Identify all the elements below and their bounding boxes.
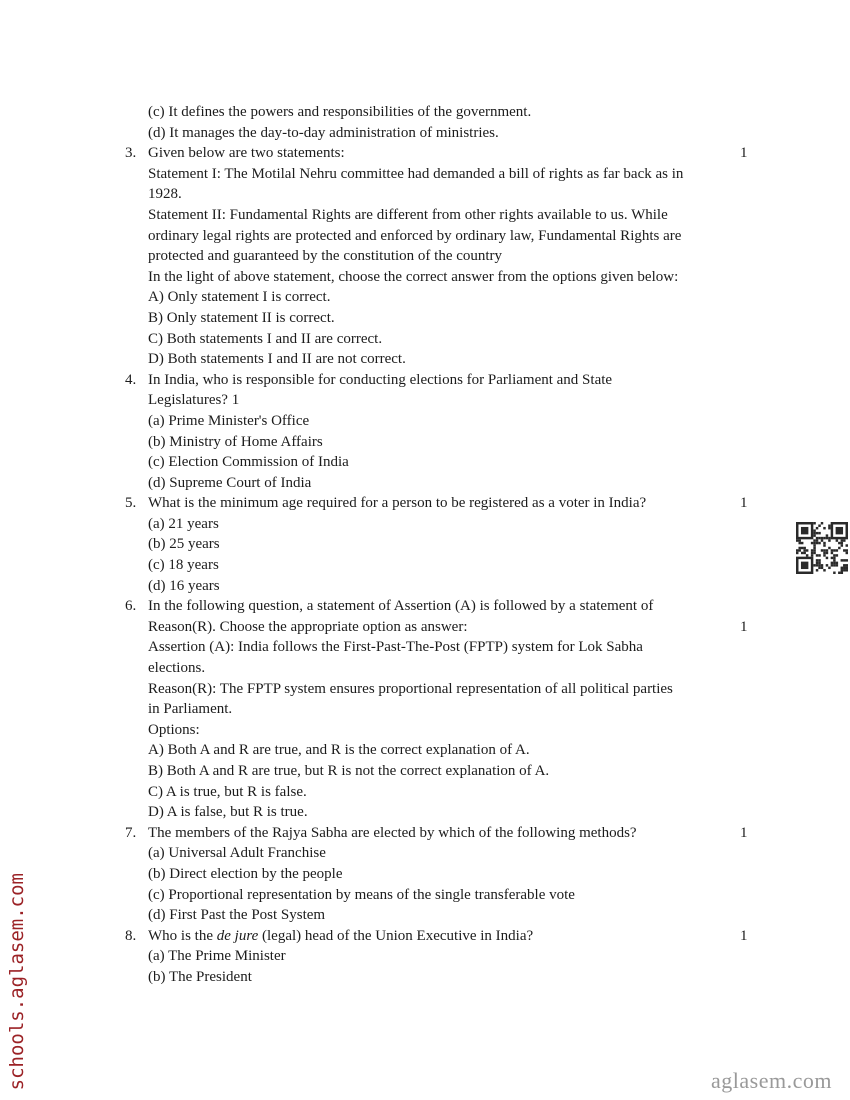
line-text: (d) Supreme Court of India	[148, 474, 312, 491]
question-number: 8.	[125, 927, 137, 944]
text-line	[125, 390, 765, 411]
line-text: In India, who is responsible for conducting elections for Parliament and State	[148, 371, 613, 388]
line-text: B) Only statement II is correct.	[148, 309, 335, 326]
text-line	[125, 802, 765, 823]
line-text: (d) It manages the day-to-day administration of ministries.	[148, 124, 499, 141]
line-text: (a) Universal Adult Franchise	[148, 845, 326, 862]
text-line	[125, 864, 765, 885]
line-text: In the light of above statement, choose the correct answer from the options given below:	[148, 268, 679, 285]
text-line	[125, 473, 765, 494]
marks-value: 1	[740, 145, 748, 162]
line-text: (c) 18 years	[148, 557, 219, 574]
marks-value: 1	[740, 927, 748, 944]
line-text: A) Both A and R are true, and R is the correct explanation of A.	[148, 742, 530, 759]
line-text: in Parliament.	[148, 701, 233, 718]
line-text: Reason(R). Choose the appropriate option as answer:	[148, 618, 468, 635]
text-line	[125, 782, 765, 803]
line-text: (a) The Prime Minister	[148, 948, 286, 965]
line-text: (a) 21 years	[148, 515, 219, 532]
line-text: Assertion (A): India follows the First-Past-The-Post (FPTP) system for Lok Sabha	[148, 639, 643, 656]
line-text: D) A is false, but R is true.	[148, 804, 308, 821]
text-line	[125, 226, 765, 247]
qr-code	[796, 522, 848, 574]
text-line	[125, 617, 765, 638]
text-line	[125, 885, 765, 906]
marks-value: 1	[740, 495, 748, 512]
text-line	[125, 905, 765, 926]
text-line	[125, 411, 765, 432]
line-text: Options:	[148, 721, 200, 738]
text-line	[125, 534, 765, 555]
text-line	[125, 761, 765, 782]
text-line	[125, 349, 765, 370]
text-line	[125, 658, 765, 679]
question-line	[125, 926, 765, 947]
text-line	[125, 452, 765, 473]
line-text: ordinary legal rights are protected and enforced by ordinary law, Fundamental Rights are	[148, 227, 682, 244]
line-text: A) Only statement I is correct.	[148, 289, 331, 306]
document-lines	[125, 102, 765, 988]
text-line	[125, 699, 765, 720]
text-line	[125, 576, 765, 597]
question-line	[125, 370, 765, 391]
line-text: What is the minimum age required for a person to be registered as a voter in India?	[148, 495, 647, 512]
side-watermark: schools.aglasem.com	[6, 872, 28, 1090]
line-text: (c) It defines the powers and responsibilities of the government.	[148, 104, 532, 120]
text-line	[125, 946, 765, 967]
marks-value: 1	[740, 824, 748, 841]
question-line	[125, 143, 765, 164]
line-text: Who is the de jure (legal) head of the Union Executive in India?	[148, 927, 534, 944]
line-text: (a) Prime Minister's Office	[148, 412, 310, 429]
line-text: (b) Direct election by the people	[148, 865, 343, 882]
line-text: D) Both statements I and II are not correct.	[148, 351, 406, 368]
text-line	[125, 267, 765, 288]
line-text: 1928.	[148, 186, 182, 203]
line-text: In the following question, a statement of Assertion (A) is followed by a statement of	[148, 598, 654, 615]
text-line	[125, 555, 765, 576]
question-number: 3.	[125, 145, 137, 162]
text-line	[125, 637, 765, 658]
question-line	[125, 823, 765, 844]
marks-value: 1	[740, 618, 748, 635]
line-text: (c) Proportional representation by means of the single transferable vote	[148, 886, 575, 903]
text-line	[125, 287, 765, 308]
line-text: Statement I: The Motilal Nehru committee had demanded a bill of rights as far back as in	[148, 165, 684, 182]
text-line	[125, 184, 765, 205]
line-text: protected and guaranteed by the constitution of the country	[148, 248, 503, 265]
footer-brand: aglasem.com	[711, 1068, 832, 1093]
line-text: The members of the Rajya Sabha are elected by which of the following methods?	[148, 824, 637, 841]
text-line	[125, 164, 765, 185]
question-number: 4.	[125, 371, 137, 388]
text-line	[125, 514, 765, 535]
question-number: 5.	[125, 495, 137, 512]
question-line	[125, 493, 765, 514]
text-line	[125, 102, 765, 123]
line-text: (b) Ministry of Home Affairs	[148, 433, 323, 450]
line-text: B) Both A and R are true, but R is not the correct explanation of A.	[148, 763, 550, 779]
line-text: Statement II: Fundamental Rights are different from other rights available to us. While	[148, 206, 668, 223]
line-text: C) A is true, but R is false.	[148, 783, 307, 800]
line-text: Given below are two statements:	[148, 145, 345, 162]
text-line	[125, 246, 765, 267]
line-text: elections.	[148, 660, 206, 677]
text-line	[125, 967, 765, 988]
text-line	[125, 740, 765, 761]
text-line	[125, 720, 765, 741]
text-line	[125, 123, 765, 144]
question-number: 7.	[125, 824, 137, 841]
line-text: (b) 25 years	[148, 536, 220, 553]
line-text: Reason(R): The FPTP system ensures proportional representation of all political parties	[148, 680, 673, 697]
text-line	[125, 679, 765, 700]
line-text: C) Both statements I and II are correct.	[148, 330, 383, 347]
text-line	[125, 329, 765, 350]
text-line	[125, 432, 765, 453]
text-line	[125, 205, 765, 226]
question-number: 6.	[125, 598, 137, 615]
line-text: (b) The President	[148, 968, 252, 985]
question-line	[125, 596, 765, 617]
text-line	[125, 843, 765, 864]
text-line	[125, 308, 765, 329]
line-text: (d) 16 years	[148, 577, 220, 594]
line-text: Legislatures? 1	[148, 392, 240, 409]
line-text: (c) Election Commission of India	[148, 454, 349, 471]
line-text: (d) First Past the Post System	[148, 907, 326, 924]
